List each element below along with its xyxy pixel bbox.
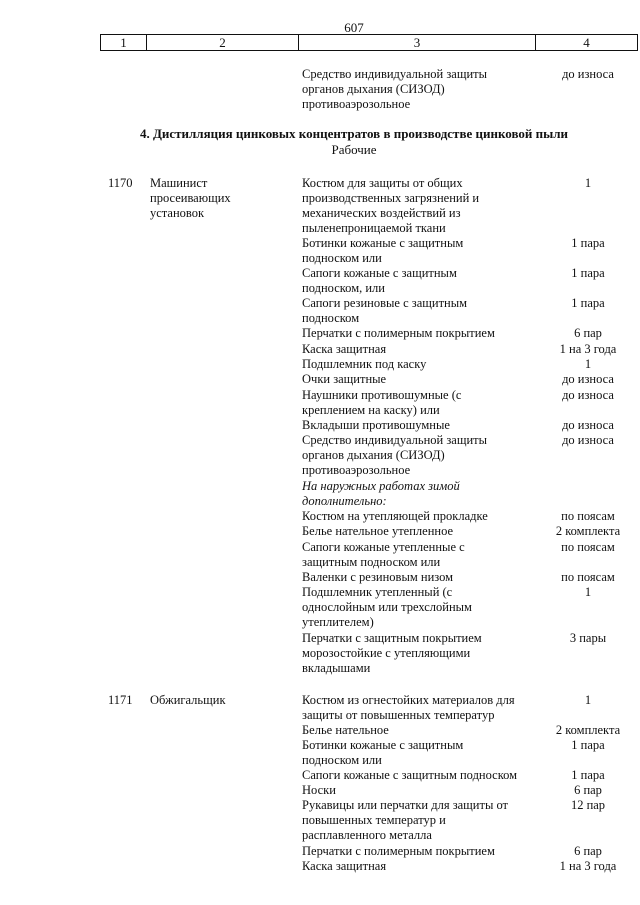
item-text: Сапоги резиновые с защитным подноском	[302, 296, 468, 325]
item-text: Сапоги кожаные с защитным подноском	[302, 768, 518, 782]
item-text: Средство индивидуальной защиты органов дыхания (СИЗОД) противоаэрозольное	[302, 67, 488, 111]
page-number: 607	[344, 20, 364, 35]
header-col-2: 2	[147, 35, 299, 50]
item-text: Валенки с резиновым низом	[302, 570, 454, 584]
item-qty: до износа	[562, 418, 614, 432]
item-text: Очки защитные	[302, 372, 387, 386]
item-qty: до износа	[562, 67, 614, 81]
profession-name: Машинист просеивающих установок	[150, 176, 231, 220]
item-qty: 2 комплекта	[555, 524, 621, 538]
header-col-3: 3	[299, 35, 536, 50]
header-col-1: 1	[101, 35, 147, 50]
item-qty: 1 на 3 года	[559, 859, 617, 873]
item-text: Наушники противошумные (с креплением на каску) или	[302, 388, 462, 417]
item-qty: 6 пар	[574, 844, 602, 858]
item-text: Рукавицы или перчатки для защиты от повышенных температур и расплавленного металла	[302, 798, 509, 842]
item-qty: по поясам	[561, 570, 615, 584]
item-qty: 6 пар	[574, 783, 602, 797]
item-text: Вкладыши противошумные	[302, 418, 450, 432]
item-qty: 1 пара	[571, 296, 605, 310]
item-qty: 1 пара	[571, 266, 605, 280]
item-qty: 2 комплекта	[555, 723, 621, 737]
header-col-4: 4	[583, 35, 590, 50]
item-qty: до износа	[562, 433, 614, 447]
item-qty: 1 пара	[571, 768, 605, 782]
item-text: Костюм для защиты от общих производственных загрязнений и механических воздействий из пыленепроницаемой ткани	[302, 176, 480, 235]
item-qty: по поясам	[561, 509, 615, 523]
item-text: Белье нательное	[302, 723, 389, 737]
item-qty: 1	[584, 585, 592, 599]
item-text: Костюм из огнестойких материалов для защиты от повышенных температур	[302, 693, 515, 722]
item-text: Носки	[302, 783, 336, 797]
item-qty: 3 пары	[569, 631, 607, 645]
item-text: Средство индивидуальной защиты органов дыхания (СИЗОД) противоаэрозольное	[302, 433, 488, 477]
item-qty: до износа	[562, 388, 614, 402]
item-text: Подшлемник под каску	[302, 357, 427, 371]
item-qty: до износа	[562, 372, 614, 386]
item-text: Белье нательное утепленное	[302, 524, 454, 538]
section-title: 4. Дистилляция цинковых концентратов в производстве цинковой пыли	[139, 126, 569, 141]
entry-number: 1170	[108, 176, 133, 190]
section-subtitle: Рабочие	[331, 142, 377, 157]
item-text: Перчатки с защитным покрытием морозостойкие с утепляющими вкладышами	[302, 631, 482, 675]
item-qty: 6 пар	[574, 326, 602, 340]
item-qty: 1	[584, 176, 592, 190]
item-qty: 1	[584, 693, 592, 707]
item-text: На наружных работах зимой дополнительно:	[302, 479, 460, 508]
item-text: Ботинки кожаные с защитным подноском или	[302, 738, 464, 767]
item-text: Костюм на утепляющей прокладке	[302, 509, 488, 523]
item-text: Сапоги кожаные утепленные с защитным подноском или	[302, 540, 465, 569]
item-qty: 1 пара	[571, 236, 605, 250]
item-qty: 1	[584, 357, 592, 371]
item-text: Подшлемник утепленный (с однослойным или трехслойным утеплителем)	[302, 585, 472, 629]
item-qty: 1 пара	[571, 738, 605, 752]
item-qty: 12 пар	[570, 798, 606, 812]
item-text: Каска защитная	[302, 342, 387, 356]
item-text: Ботинки кожаные с защитным подноском или	[302, 236, 464, 265]
item-qty: по поясам	[561, 540, 615, 554]
item-text: Каска защитная	[302, 859, 387, 873]
item-text: Перчатки с полимерным покрытием	[302, 326, 495, 340]
item-text: Сапоги кожаные с защитным подноском, или	[302, 266, 457, 295]
table-header	[100, 34, 638, 51]
item-qty: 1 на 3 года	[559, 342, 617, 356]
item-text: Перчатки с полимерным покрытием	[302, 844, 495, 858]
entry-number: 1171	[108, 693, 133, 707]
profession-name: Обжигальщик	[150, 693, 226, 707]
